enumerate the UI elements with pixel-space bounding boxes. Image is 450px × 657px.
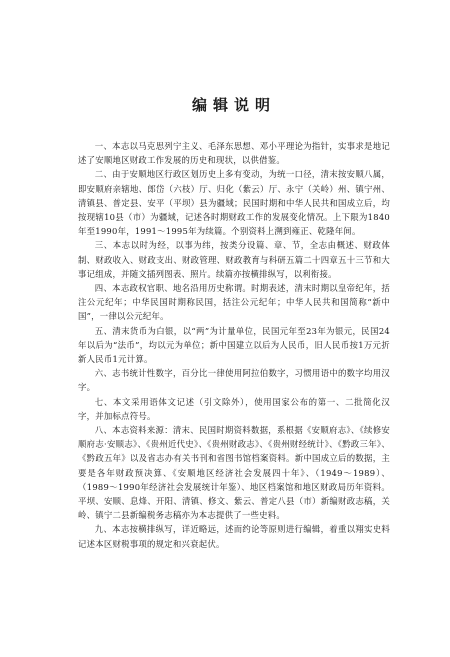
paragraph-4: 四、本志政权官职、地名沿用历史称谓。时期表述，清末时期以皇帝纪年，括注公元纪年；中华民国时期称民国，括注公元纪年；中华人民共和国简称“新中国”，一律以公元纪年。	[78, 283, 390, 322]
paragraph-1: 一、本志以马克思列宁主义、毛泽东思想、邓小平理论为指针，实事求是地记述了安顺地区财政工作发展的历史和现状，以供借鉴。	[78, 141, 390, 166]
page-title: 编辑说明	[191, 96, 276, 114]
paragraph-8: 八、本志资料来源：清末、民国时期资料数据，系根据《安顺府志》、《续修安顺府志·安顺志》、《贵州近代史》、《贵州财政志》、《贵州财经统计》、《黔政三年》、《黔政五年》以及省志办有关书刊和省图书馆档案资料。新中国成立后的数据，主要是各年财政预决算、《安顺地区经济社会发展四十年》、（1949～1989）、（1989～1990年经济社会发展统计年鉴）、地区档案馆和地区财政局历年资料。平坝、安顺、息烽、开阳、清镇、修文、紫云、普定八县（市）新编财政志稿，关岭、镇宁二县新编税务志稿亦为本志提供了一些史料。	[78, 425, 390, 521]
paragraph-6: 六、志书统计性数字，百分比一律使用阿拉伯数字，习惯用语中的数字均用汉字。	[78, 368, 390, 393]
paragraph-5: 五、清末货币为白银，以“两”为计量单位，民国元年至23年为银元，民国24年以后为“法币”，均以元为单位；新中国建立以后为人民币，旧人民币按1万元折新人民币1元计算。	[78, 325, 390, 365]
paragraph-7: 七、本文采用语体文记述（引文除外），使用国家公布的第一、二批简化汉字，并加标点符号。	[78, 396, 390, 421]
paragraph-2: 二、由于安顺地区行政区划历史上多有变动，为统一口径，清末按安顺八属，即安顺府亲辖地、郎岱（六枝）厅、归化（紫云）厅、永宁（关岭）州、镇宁州、清镇县、普定县、安平（平坝）县为疆域；民国时期和中华人民共和国成立后，均按现辖10县（市）为疆域，记述各时期财政工作的发展变化情况。上下限为1840年至1990年，1991～1995年为续篇。个别资料上溯到雍正、乾隆年间。	[78, 169, 390, 237]
paragraph-3: 三、本志以时为经，以事为纬，按类分设篇、章、节，全志由概述、财政体制、财政收入、财政支出、财政管理、财政教育与科研五篇二十四章五十三节和大事记组成，并随文插列图表、照片。续篇亦按横排纵写，以利衔接。	[78, 240, 390, 279]
paragraph-9: 九、本志按横排纵写，详近略远，述而约论等原则进行编辑，着重以翔实史料记述本区财税事项的规定和兴衰起伏。	[78, 524, 390, 549]
